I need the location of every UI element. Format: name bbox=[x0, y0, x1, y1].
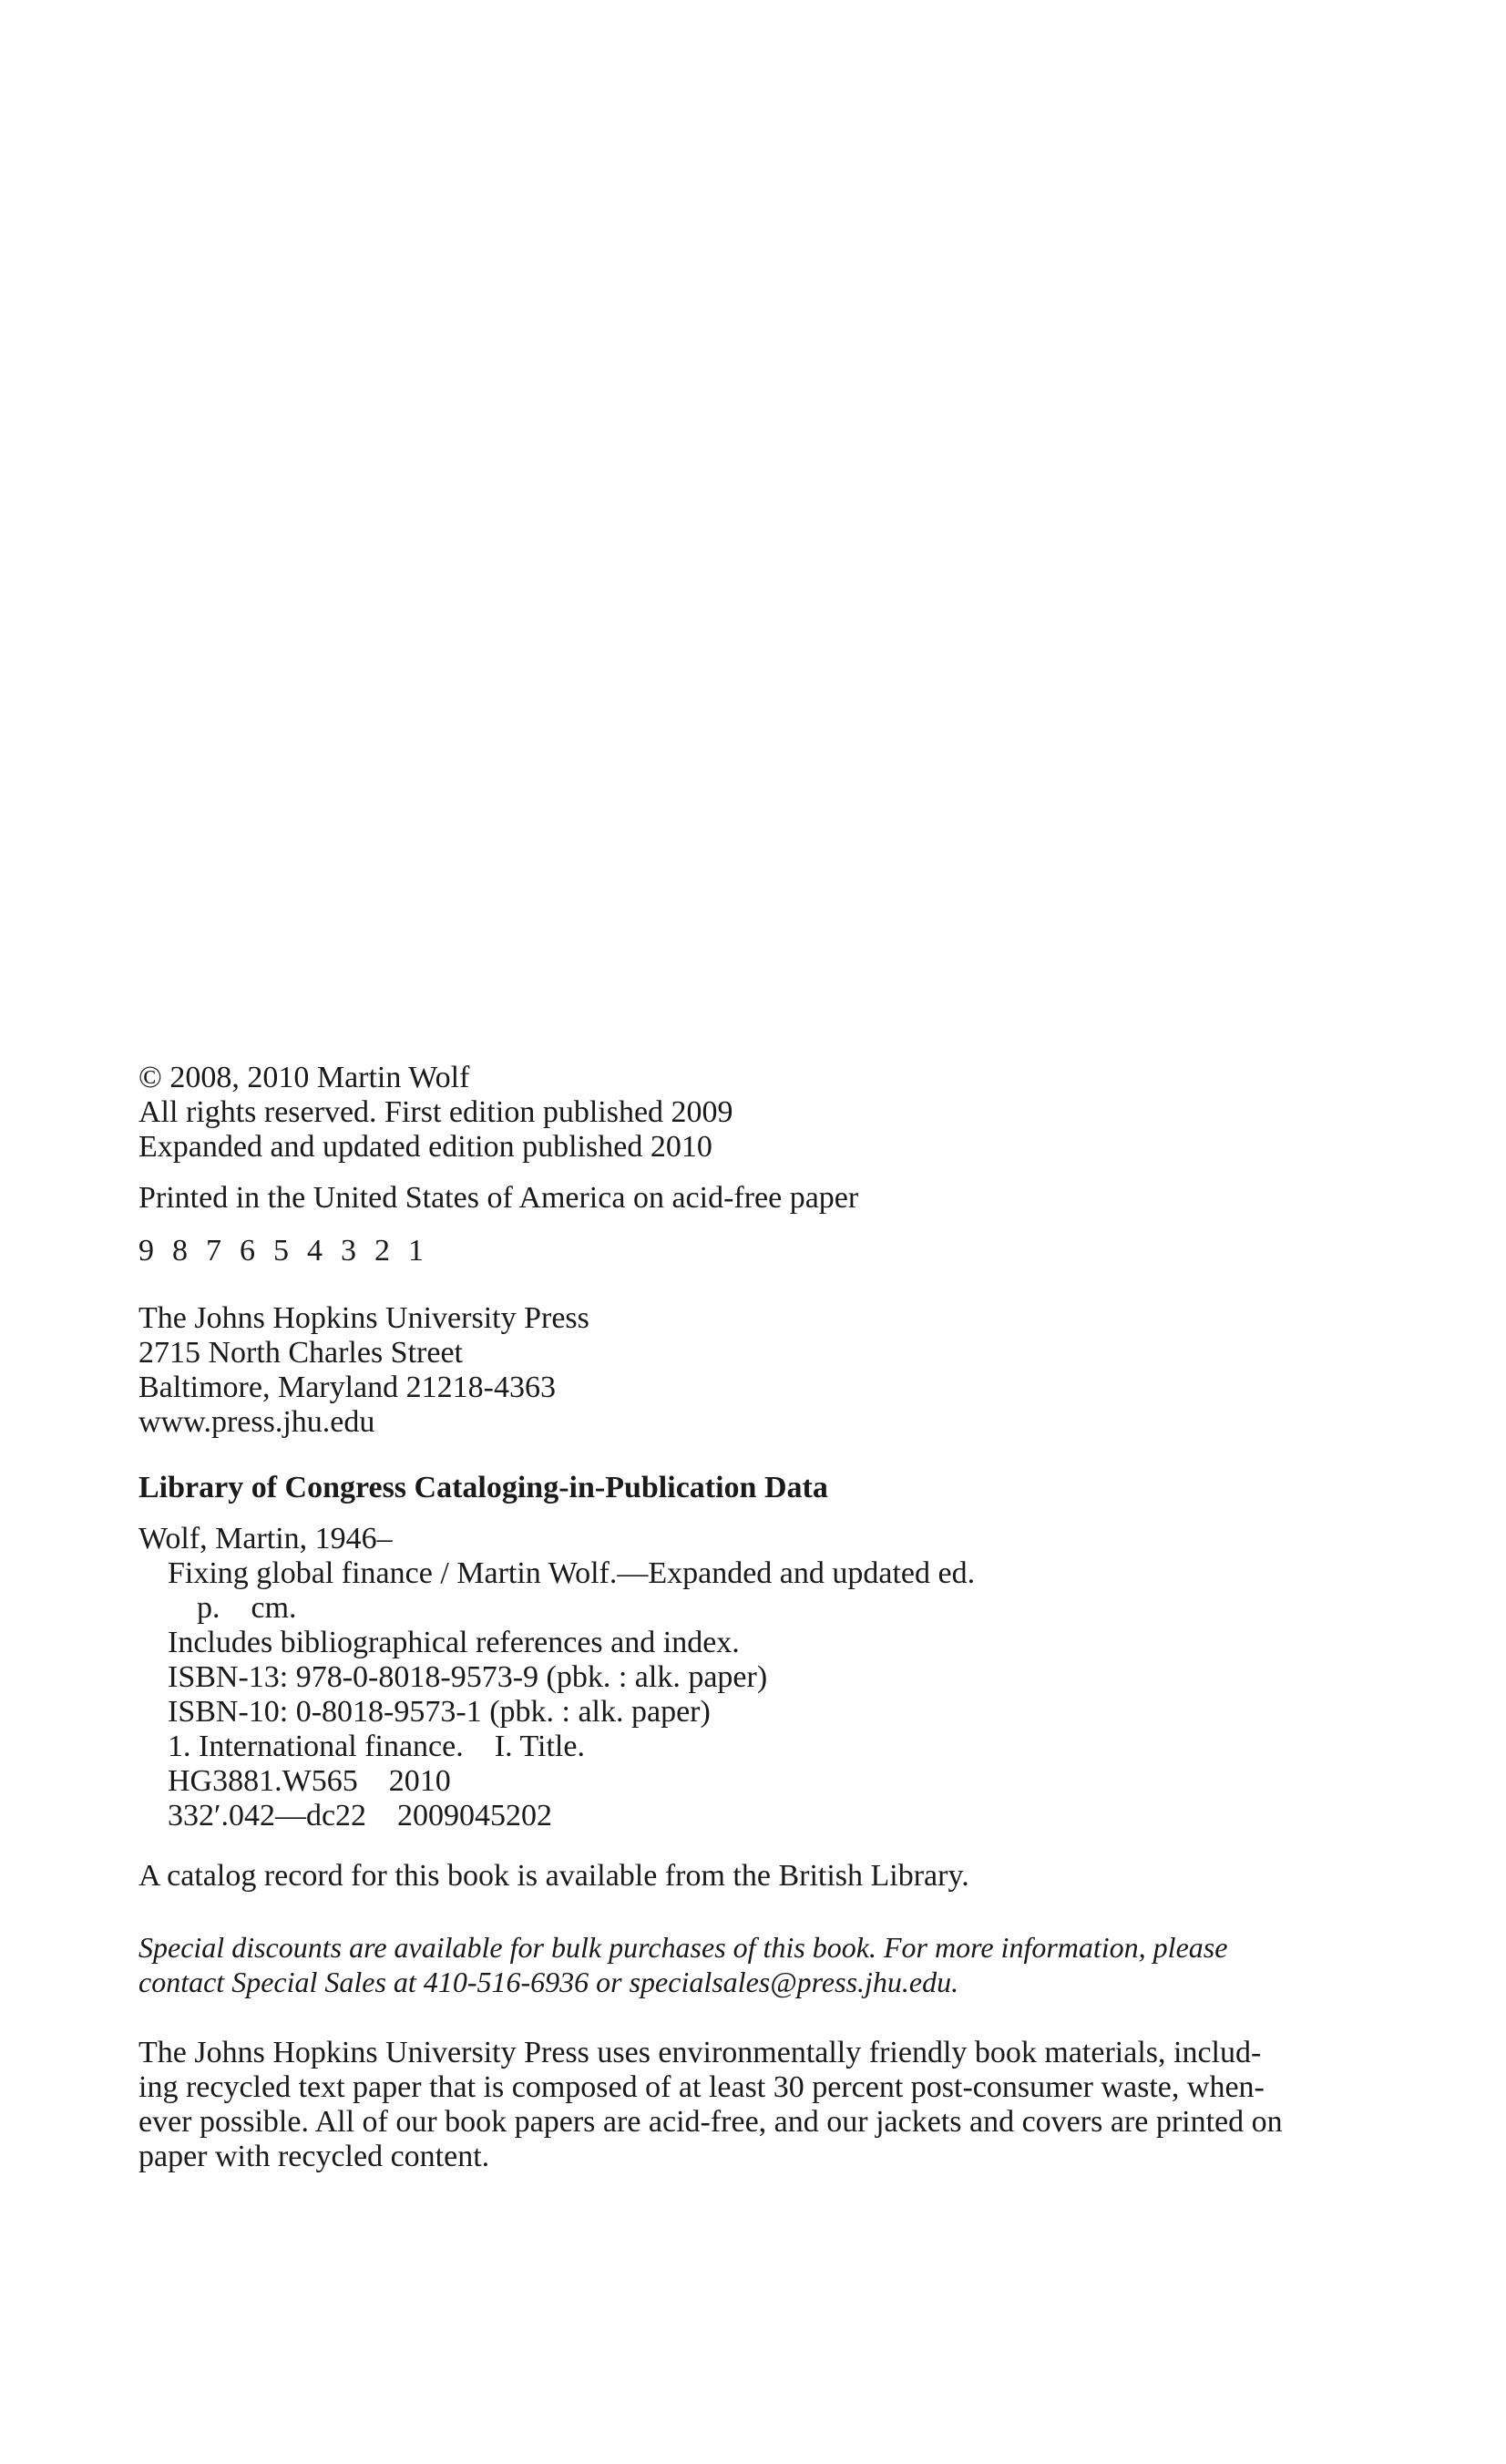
cip-heading-block bbox=[138, 1471, 1378, 1505]
cip-record bbox=[138, 1522, 1378, 1833]
cip-author: Wolf, Martin, 1946– bbox=[138, 1522, 393, 1555]
publisher-website: www.press.jhu.edu bbox=[138, 1405, 375, 1439]
print-number: 8 bbox=[172, 1234, 188, 1268]
british-library-line: A catalog record for this book is available from the British Library. bbox=[138, 1859, 969, 1893]
cip-ddc: 332′.042—dc22 2009045202 bbox=[168, 1799, 553, 1833]
environment-line: ing recycled text paper that is composed of at least 30 percent post-consumer waste, when- bbox=[138, 2070, 1265, 2104]
environment-line: The Johns Hopkins University Press uses environmentally friendly book materials, includ- bbox=[138, 2036, 1262, 2069]
publisher-street: 2715 North Charles Street bbox=[138, 1336, 463, 1370]
print-number: 5 bbox=[273, 1234, 289, 1268]
environment-line: paper with recycled content. bbox=[138, 2140, 490, 2173]
printed-line: Printed in the United States of America on acid-free paper bbox=[138, 1181, 859, 1215]
publisher-name: The Johns Hopkins University Press bbox=[138, 1301, 589, 1335]
cip-includes: Includes bibliographical references and index. bbox=[168, 1626, 740, 1659]
cip-isbn13: ISBN-13: 978-0-8018-9573-9 (pbk. : alk. paper) bbox=[168, 1660, 768, 1694]
special-sales-line: Special discounts are available for bulk purchases of this book. For more information, please bbox=[138, 1931, 1228, 1964]
copyright-notice bbox=[138, 1061, 1378, 1165]
british-library-notice bbox=[138, 1859, 1378, 1894]
print-number: 4 bbox=[307, 1234, 323, 1268]
cip-subjects: 1. International finance. I. Title. bbox=[168, 1730, 585, 1763]
print-number: 7 bbox=[206, 1234, 221, 1268]
print-number: 1 bbox=[408, 1234, 424, 1268]
copyright-line: © 2008, 2010 Martin Wolf bbox=[138, 1061, 470, 1094]
printed-notice bbox=[138, 1181, 1378, 1216]
cip-lcc: HG3881.W565 2010 bbox=[168, 1764, 451, 1798]
print-number-line bbox=[138, 1234, 1378, 1268]
cip-isbn10: ISBN-10: 0-8018-9573-1 (pbk. : alk. paper) bbox=[168, 1695, 711, 1729]
cip-pages: p. cm. bbox=[197, 1591, 297, 1625]
print-number: 6 bbox=[240, 1234, 255, 1268]
print-number: 2 bbox=[374, 1234, 390, 1268]
environment-line: ever possible. All of our book papers are acid-free, and our jackets and covers are printed on bbox=[138, 2105, 1283, 2139]
edition-line: Expanded and updated edition published 2010 bbox=[138, 1130, 712, 1164]
publisher-address bbox=[138, 1301, 1378, 1440]
cip-heading: Library of Congress Cataloging-in-Publication Data bbox=[138, 1471, 828, 1504]
environment-notice bbox=[138, 2036, 1378, 2174]
special-sales-notice bbox=[138, 1930, 1378, 1999]
rights-line: All rights reserved. First edition published 2009 bbox=[138, 1095, 733, 1129]
print-number: 3 bbox=[341, 1234, 356, 1268]
publisher-city: Baltimore, Maryland 21218-4363 bbox=[138, 1371, 556, 1404]
print-number: 9 bbox=[138, 1234, 154, 1268]
cip-title: Fixing global finance / Martin Wolf.—Expanded and updated ed. bbox=[168, 1556, 976, 1590]
special-sales-line: contact Special Sales at 410-516-6936 or specialsales@press.jhu.edu. bbox=[138, 1966, 959, 1998]
